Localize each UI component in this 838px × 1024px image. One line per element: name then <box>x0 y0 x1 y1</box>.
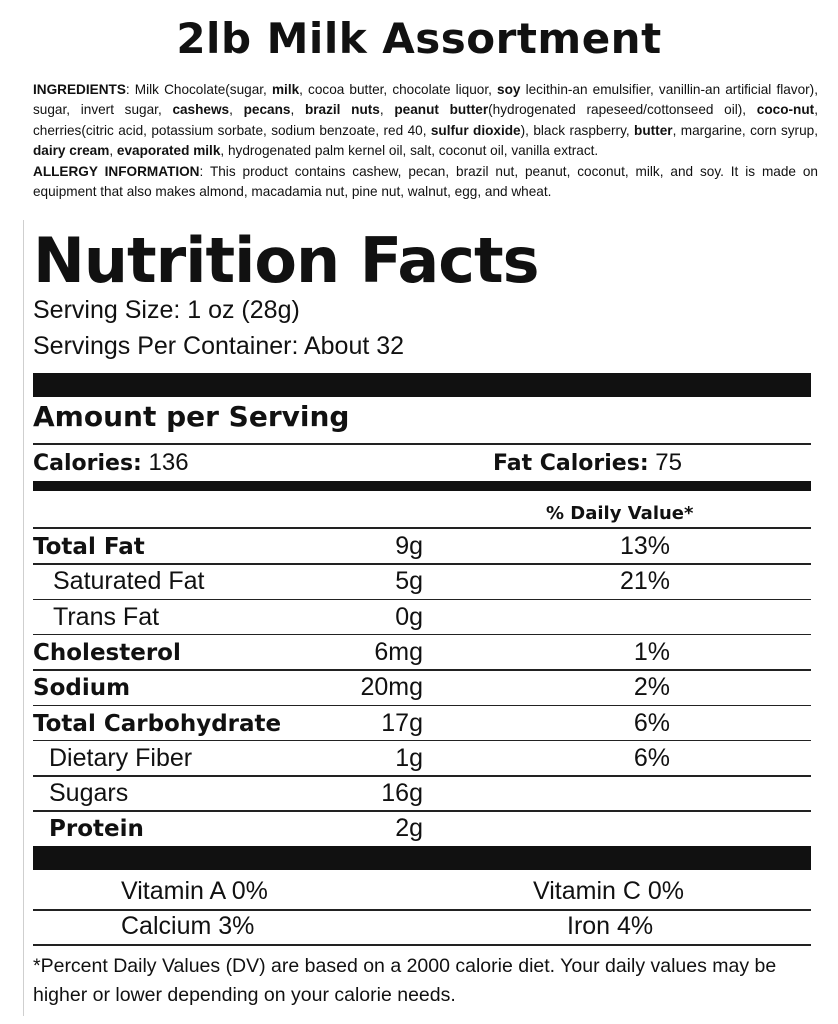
nutrient-name: Total Carbohydrate <box>33 710 282 737</box>
calcium: Calcium 3% <box>121 912 255 940</box>
ingredient-allergen: soy <box>497 82 521 97</box>
nutrient-name: Cholesterol <box>33 639 181 666</box>
nutrient-name: Trans Fat <box>53 602 160 631</box>
ingredient-text: , <box>379 102 395 118</box>
nutrient-daily-value: 6% <box>633 708 670 737</box>
iron: Iron 4% <box>567 912 654 940</box>
nutrient-name: Total Fat <box>33 534 145 560</box>
nutrient-daily-value: 6% <box>633 743 670 772</box>
nutrient-name: Saturated Fat <box>53 567 205 596</box>
nutrient-amount: 5g <box>395 567 423 596</box>
ingredient-text: (hydrogenated rapeseed/cottonseed oil), <box>488 102 757 118</box>
ingredient-allergen: sulfur dioxide <box>430 122 521 138</box>
nutrient-row <box>33 776 811 811</box>
ingredient-allergen: pecans <box>243 102 291 118</box>
ingredient-text: , <box>229 102 244 118</box>
ingredients-block <box>33 80 818 202</box>
nutrient-row <box>33 529 811 564</box>
nutrient-row <box>33 600 811 635</box>
ingredient-text: lecithin-an emulsifier, vanillin-an artificial flavor), sugar, invert sugar, <box>33 82 818 118</box>
nutrient-name: Dietary Fiber <box>49 743 193 772</box>
nutrient-row <box>33 741 811 776</box>
ingredient-allergen: brazil nuts <box>304 102 380 118</box>
ingredient-allergen: cashews <box>172 102 230 118</box>
ingredient-text: , cherries(citric acid, potassium sorbate, sodium benzoate, red 40, <box>33 102 818 138</box>
ingredient-text: , cocoa butter, chocolate liquor, <box>299 82 498 97</box>
fat-calories <box>493 449 682 477</box>
ingredient-allergen: peanut butter <box>394 102 489 118</box>
nutrient-name: Sodium <box>33 675 131 702</box>
ingredient-allergen: dairy cream <box>33 143 110 159</box>
daily-value-header: % Daily Value* <box>546 503 694 524</box>
ingredient-allergen: coco-nut <box>756 102 815 118</box>
amount-per-serving: Amount per Serving <box>33 400 350 433</box>
ingredient-text: Milk Chocolate(sugar, <box>134 82 272 97</box>
nutrient-amount: 2g <box>395 814 423 843</box>
ingredient-text: , margarine, corn syrup, <box>672 122 818 138</box>
daily-value-footnote: *Percent Daily Values (DV) are based on a 2000 calorie diet. Your daily values may be higher or lower depending on your calorie needs. <box>33 955 777 1006</box>
nutrient-amount: 0g <box>395 602 423 631</box>
nutrient-name: Protein <box>49 816 144 843</box>
thick-divider-top <box>33 373 811 397</box>
thick-divider-middle <box>33 481 811 491</box>
ingredient-allergen: evaporated milk <box>116 143 221 159</box>
vitamin-a: Vitamin A 0% <box>121 877 268 905</box>
nutrient-row <box>33 670 811 705</box>
vitamin-c: Vitamin C 0% <box>533 877 684 905</box>
ingredient-text: , <box>290 102 305 118</box>
nutrient-daily-value: 2% <box>633 673 670 702</box>
nutrition-facts-heading: Nutrition Facts <box>33 224 539 297</box>
product-title: 2lb Milk Assortment <box>176 14 662 63</box>
nutrient-row <box>33 811 811 846</box>
calories-label: Calories: <box>33 451 142 476</box>
allergy-label: ALLERGY INFORMATION <box>33 163 200 179</box>
allergy-paragraph: ALLERGY INFORMATION: This product contains cashew, pecan, brazil nut, peanut, coconut, milk, and soy. It is made on equipment that also makes almond, macadamia nut, pine nut, walnut, egg, and wheat. <box>33 163 818 200</box>
nutrient-name: Sugars <box>49 779 129 808</box>
divider <box>33 443 811 445</box>
allergy-text: This product contains cashew, pecan, brazil nut, peanut, coconut, milk, and soy. It is made on equipment that also makes almond, macadamia nut, pine nut, walnut, egg, and wheat. <box>33 163 818 200</box>
nutrient-amount: 17g <box>381 708 423 737</box>
nutrient-amount: 16g <box>381 779 423 808</box>
serving-size: Serving Size: 1 oz (28g) <box>33 296 300 324</box>
divider <box>33 909 811 911</box>
nutrient-amount: 1g <box>395 743 423 772</box>
servings-per-container: Servings Per Container: About 32 <box>33 332 405 360</box>
nutrient-daily-value: 13% <box>619 532 670 560</box>
ingredients-text <box>33 82 818 158</box>
nutrient-row <box>33 706 811 741</box>
nutrient-amount: 6mg <box>374 637 423 666</box>
calories <box>33 449 189 477</box>
nutrient-daily-value: 1% <box>633 637 670 666</box>
nutrient-amount: 9g <box>395 532 423 560</box>
fat-calories-label: Fat Calories: <box>493 451 649 476</box>
ingredient-allergen: butter <box>634 122 673 138</box>
thick-divider-bottom <box>33 846 811 870</box>
nutrient-amount: 20mg <box>360 673 423 702</box>
ingredient-text: , <box>109 143 117 159</box>
ingredients-paragraph: INGREDIENTS: Milk Chocolate(sugar, milk, cocoa butter, chocolate liquor, soy lecithin-an emulsifier, vanillin-an artificial flavor), sugar, invert sugar, cashews, pecans, brazil nuts, peanut butter(hydrogenated rapeseed/cottonseed oil), coco-nut, cherries(citric acid, potassium sorbate, sodium benzoate, red 40, sulfur dioxide), black raspberry, butter, margarine, corn syrup, dairy cream, evaporated milk, hydrogenated palm kernel oil, salt, coconut oil, vanilla extract. <box>33 82 818 159</box>
nutrient-row <box>33 635 811 670</box>
ingredient-text: ), black raspberry, <box>520 122 635 138</box>
ingredient-text: , hydrogenated palm kernel oil, salt, coconut oil, vanilla extract. <box>220 143 599 159</box>
nutrient-daily-value: 21% <box>619 567 670 596</box>
nutrient-row <box>33 564 811 599</box>
divider <box>33 944 811 946</box>
calories-value: 136 <box>148 449 189 476</box>
ingredient-allergen: milk <box>271 82 300 97</box>
fat-calories-value: 75 <box>655 449 682 476</box>
ingredients-label: INGREDIENTS <box>33 82 126 97</box>
